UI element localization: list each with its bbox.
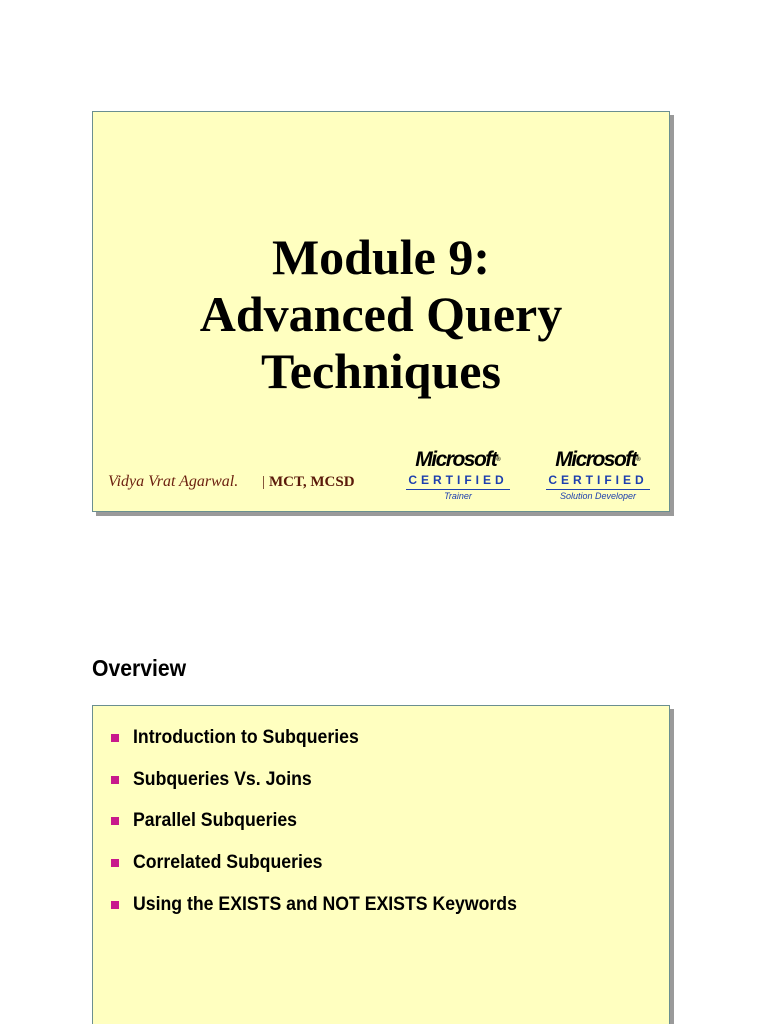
certification-role: Trainer	[444, 491, 472, 501]
credentials-separator: |	[262, 474, 266, 490]
list-item-label: Using the EXISTS and NOT EXISTS Keywords	[133, 893, 517, 915]
square-bullet-icon	[111, 859, 119, 867]
certified-label: CERTIFIED	[548, 473, 648, 487]
title-line-3: Techniques	[261, 343, 501, 399]
list-item	[111, 726, 546, 768]
square-bullet-icon	[111, 776, 119, 784]
title-slide	[92, 111, 670, 512]
list-item	[111, 768, 546, 810]
list-item-label: Subqueries Vs. Joins	[133, 768, 312, 790]
certified-label: CERTIFIED	[408, 473, 508, 487]
microsoft-certified-solution-developer-logo	[538, 448, 658, 502]
list-item-label: Introduction to Subqueries	[133, 727, 359, 748]
author-name: Vidya Vrat Agarwal.	[108, 473, 239, 490]
overview-heading: Overview	[92, 655, 187, 681]
square-bullet-icon	[111, 901, 119, 909]
title-line-1: Module 9:	[271, 229, 491, 285]
square-bullet-icon	[111, 817, 119, 825]
certification-role: Solution Developer	[559, 491, 637, 501]
microsoft-certified-trainer-logo	[398, 448, 518, 502]
list-item	[111, 809, 546, 851]
title-line-2: Advanced Query	[199, 286, 563, 342]
list-item-label: Correlated Subqueries	[133, 852, 323, 874]
microsoft-wordmark: Microsoft®	[415, 448, 501, 471]
list-item	[111, 893, 546, 935]
square-bullet-icon	[111, 734, 119, 742]
overview-bullet-list	[111, 726, 546, 934]
list-item-label: Parallel Subqueries	[133, 810, 298, 832]
credentials-text: MCT, MCSD	[269, 474, 355, 490]
overview-slide	[92, 705, 670, 1024]
author-credentials	[262, 474, 355, 491]
list-item	[111, 851, 546, 893]
microsoft-wordmark: Microsoft®	[555, 448, 641, 471]
